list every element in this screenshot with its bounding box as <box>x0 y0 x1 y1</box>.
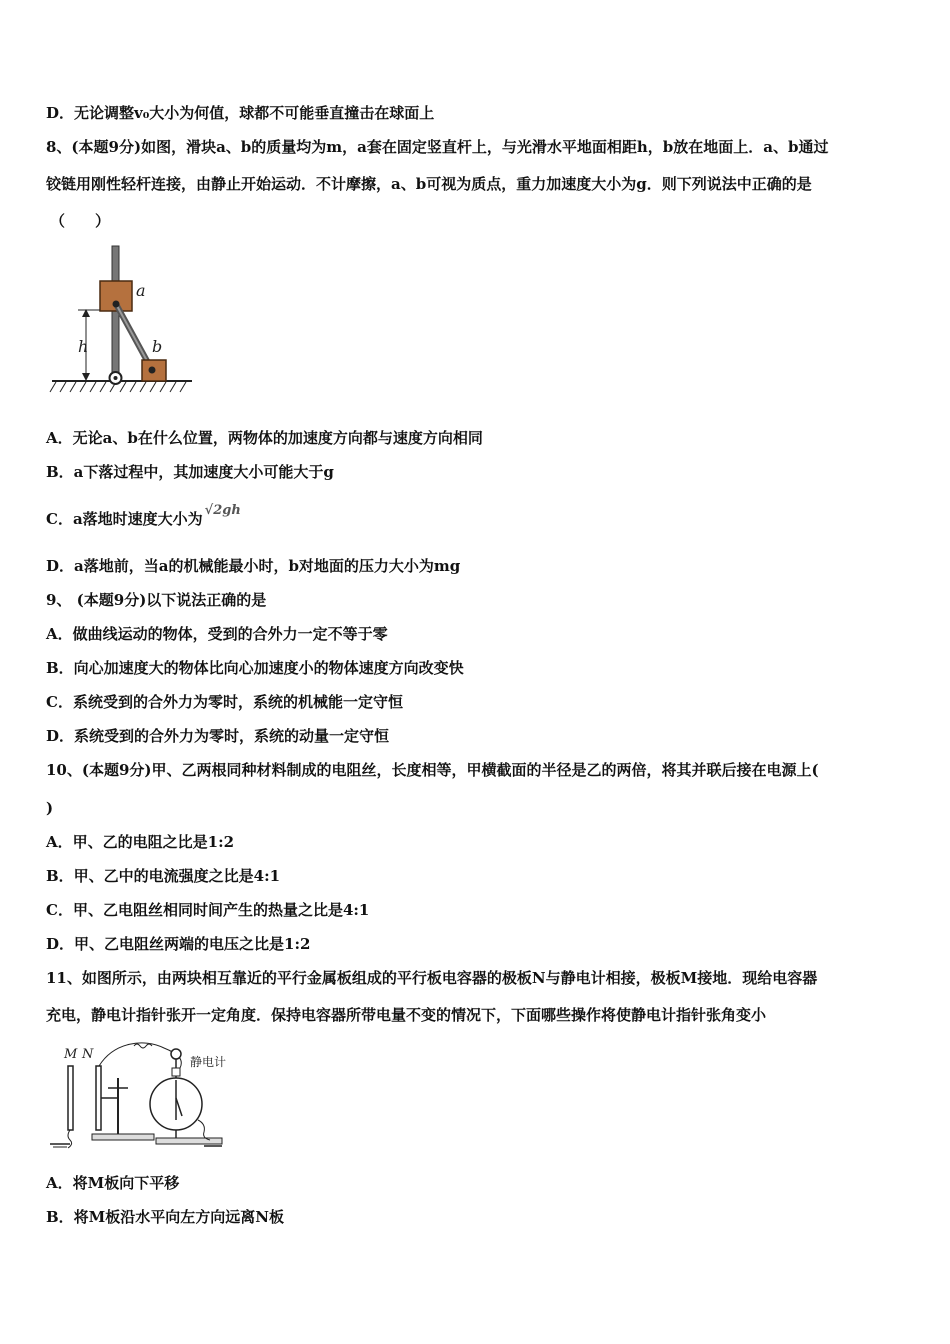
q8-figure-slider-rod <box>48 242 198 398</box>
q10-option-d: D．甲、乙电阻丝两端的电压之比是1:2 <box>46 935 311 953</box>
q10-option-b: B．甲、乙中的电流强度之比是4:1 <box>46 867 281 885</box>
q8-answer-bracket: （ ） <box>50 212 111 230</box>
plate-m <box>68 1066 73 1130</box>
label-b: b <box>152 337 163 356</box>
label-m: M <box>64 1047 78 1062</box>
q11-figure-capacitor-electrometer <box>44 1038 244 1154</box>
q10-option-a: A．甲、乙的电阻之比是1:2 <box>46 833 235 851</box>
q8-stem-line1: 8、(本题9分)如图，滑块a、b的质量均为m，a套在固定竖直杆上，与光滑水平地面相距h，b放在地面上．a、b通过 <box>46 138 829 156</box>
hinge-a <box>113 301 120 308</box>
q9-option-d: D．系统受到的合外力为零时，系统的动量一定守恒 <box>46 727 390 745</box>
q9-stem: 9、 (本题9分)以下说法正确的是 <box>46 591 267 609</box>
q8-stem-line2: 铰链用刚性轻杆连接，由静止开始运动．不计摩擦，a、b可视为质点，重力加速度大小为g．则下列说法中正确的是 <box>46 175 812 193</box>
q7-option-d: D．无论调整v₀大小为何值，球都不可能垂直撞击在球面上 <box>46 104 435 122</box>
q10-option-c: C．甲、乙电阻丝相同时间产生的热量之比是4:1 <box>46 901 370 919</box>
q8-option-b: B．a下落过程中，其加速度大小可能大于g <box>46 463 334 481</box>
q10-stem-line1: 10、(本题9分)甲、乙两根同种材料制成的电阻丝，长度相等，甲横截面的半径是乙的两倍，将其并联后接在电源上( <box>46 761 819 779</box>
q8-option-c-text: C．a落地时速度大小为 <box>46 510 203 528</box>
electrometer-base <box>156 1138 222 1144</box>
label-electrometer: 静电计 <box>190 1055 227 1069</box>
hinge-b <box>149 367 156 374</box>
q8-option-a: A．无论a、b在什么位置，两物体的加速度方向都与速度方向相同 <box>46 429 483 447</box>
label-h: h <box>78 337 89 356</box>
label-a: a <box>136 281 146 300</box>
q9-option-a: A．做曲线运动的物体，受到的合外力一定不等于零 <box>46 625 388 643</box>
ground-wire-m <box>68 1130 72 1148</box>
ground-wire-meter <box>198 1120 210 1140</box>
q9-option-b: B．向心加速度大的物体比向心加速度小的物体速度方向改变快 <box>46 659 464 677</box>
q11-stem-line2: 充电，静电计指针张开一定角度．保持电容器所带电量不变的情况下，下面哪些操作将使静电计指针张角变小 <box>46 1006 767 1024</box>
q9-option-c: C．系统受到的合外力为零时，系统的机械能一定守恒 <box>46 693 403 711</box>
q8-option-d: D．a落地前，当a的机械能最小时，b对地面的压力大小为mg <box>46 557 461 575</box>
plate-n <box>96 1066 101 1130</box>
stand-base <box>92 1134 154 1140</box>
q11-option-a: A．将M板向下平移 <box>46 1174 180 1192</box>
q8-option-c-formula: √2gh <box>204 503 241 518</box>
q11-option-b: B．将M板沿水平向左方向远离N板 <box>46 1208 284 1226</box>
q8-option-c <box>46 503 241 531</box>
label-n: N <box>82 1047 94 1062</box>
electrometer-knob <box>171 1049 181 1059</box>
q10-stem-line2: ) <box>46 799 54 817</box>
q11-stem-line1: 11、如图所示，由两块相互靠近的平行金属板组成的平行板电容器的极板N与静电计相接，极板M接地．现给电容器 <box>46 969 818 987</box>
